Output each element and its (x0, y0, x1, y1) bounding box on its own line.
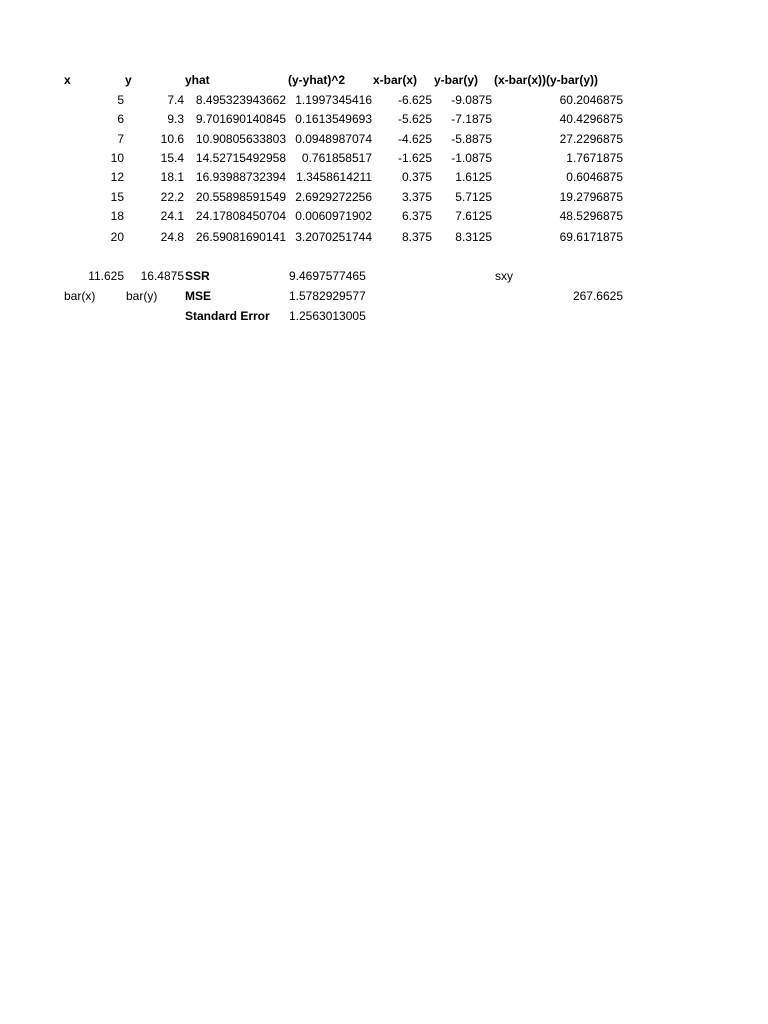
cell-x-dev[interactable]: 0.375 (401, 170, 432, 184)
header-yhat[interactable]: yhat (185, 73, 210, 87)
cell-y-dev[interactable]: 1.6125 (455, 170, 492, 184)
ssr-value[interactable]: 9.4697577465 (289, 269, 366, 283)
cell-product[interactable]: 40.4296875 (559, 112, 623, 126)
header-x[interactable]: x (64, 73, 71, 87)
cell-x[interactable]: 10 (110, 151, 124, 165)
cell-y-dev[interactable]: -9.0875 (451, 93, 492, 107)
cell-sq-resid[interactable]: 3.2070251744 (295, 230, 372, 244)
cell-product[interactable]: 69.6171875 (559, 230, 623, 244)
cell-x[interactable]: 15 (110, 190, 124, 204)
mean-x-value[interactable]: 11.625 (88, 269, 124, 283)
cell-yhat[interactable]: 20.55898591549 (195, 190, 286, 204)
header-y-dev[interactable]: y-bar(y) (434, 73, 479, 87)
mean-x-label[interactable]: bar(x) (64, 289, 96, 303)
cell-x[interactable]: 18 (110, 209, 124, 223)
cell-product[interactable]: 1.7671875 (566, 151, 623, 165)
cell-product[interactable]: 48.5296875 (559, 209, 623, 223)
cell-y[interactable]: 7.4 (167, 93, 184, 107)
cell-x[interactable]: 20 (110, 230, 124, 244)
cell-y-dev[interactable]: 8.3125 (455, 230, 492, 244)
header-x-dev[interactable]: x-bar(x) (373, 73, 418, 87)
cell-y[interactable]: 24.1 (160, 209, 184, 223)
header-product[interactable]: (x-bar(x))(y-bar(y)) (494, 73, 599, 87)
cell-x-dev[interactable]: 3.375 (401, 190, 432, 204)
cell-product[interactable]: 19.2796875 (559, 190, 623, 204)
cell-yhat[interactable]: 26.59081690141 (195, 230, 286, 244)
cell-product[interactable]: 0.6046875 (566, 170, 623, 184)
cell-y-dev[interactable]: -1.0875 (451, 151, 492, 165)
cell-yhat[interactable]: 24.17808450704 (195, 209, 286, 223)
cell-sq-resid[interactable]: 2.6929272256 (295, 190, 372, 204)
cell-x-dev[interactable]: 6.375 (401, 209, 432, 223)
cell-sq-resid[interactable]: 1.3458614211 (296, 170, 372, 184)
ssr-label[interactable]: SSR (185, 269, 210, 283)
cell-x-dev[interactable]: -4.625 (397, 132, 432, 146)
cell-sq-resid[interactable]: 0.1613549693 (295, 112, 372, 126)
cell-y[interactable]: 10.6 (160, 132, 184, 146)
cell-y[interactable]: 22.2 (160, 190, 184, 204)
cell-yhat[interactable]: 8.495323943662 (195, 93, 286, 107)
cell-yhat[interactable]: 14.52715492958 (195, 151, 286, 165)
cell-x-dev[interactable]: -1.625 (397, 151, 432, 165)
header-y[interactable]: y (125, 73, 132, 87)
cell-y-dev[interactable]: -7.1875 (451, 112, 492, 126)
cell-sq-resid[interactable]: 0.0948987074 (295, 132, 372, 146)
cell-y[interactable]: 24.8 (160, 230, 184, 244)
mse-value[interactable]: 1.5782929577 (289, 289, 366, 303)
sxy-value[interactable]: 267.6625 (572, 289, 623, 303)
cell-x-dev[interactable]: -5.625 (397, 112, 432, 126)
cell-y-dev[interactable]: 5.7125 (455, 190, 492, 204)
standard-error-value[interactable]: 1.2563013005 (289, 309, 366, 323)
cell-y[interactable]: 18.1 (160, 170, 184, 184)
cell-y-dev[interactable]: -5.8875 (451, 132, 492, 146)
cell-sq-resid[interactable]: 0.0060971902 (295, 209, 372, 223)
cell-x[interactable]: 5 (117, 93, 124, 107)
cell-y-dev[interactable]: 7.6125 (455, 209, 492, 223)
cell-x-dev[interactable]: 8.375 (401, 230, 432, 244)
cell-sq-resid[interactable]: 0.761858517 (301, 151, 372, 165)
cell-y[interactable]: 9.3 (167, 112, 184, 126)
mse-label[interactable]: MSE (185, 289, 212, 303)
cell-product[interactable]: 60.2046875 (559, 93, 623, 107)
sxy-label[interactable]: sxy (495, 269, 513, 283)
cell-y[interactable]: 15.4 (160, 151, 184, 165)
mean-y-label[interactable]: bar(y) (126, 289, 158, 303)
cell-sq-resid[interactable]: 1.1997345416 (295, 93, 372, 107)
header-sq-resid[interactable]: (y-yhat)^2 (288, 73, 346, 87)
cell-product[interactable]: 27.2296875 (559, 132, 623, 146)
cell-x[interactable]: 6 (117, 112, 124, 126)
cell-yhat[interactable]: 9.701690140845 (195, 112, 286, 126)
cell-yhat[interactable]: 10.90805633803 (195, 132, 286, 146)
standard-error-label[interactable]: Standard Error (185, 309, 270, 323)
cell-x[interactable]: 7 (117, 132, 124, 146)
mean-y-value[interactable]: 16.4875 (140, 269, 184, 283)
cell-x-dev[interactable]: -6.625 (397, 93, 432, 107)
cell-yhat[interactable]: 16.93988732394 (195, 170, 286, 184)
cell-x[interactable]: 12 (110, 170, 124, 184)
